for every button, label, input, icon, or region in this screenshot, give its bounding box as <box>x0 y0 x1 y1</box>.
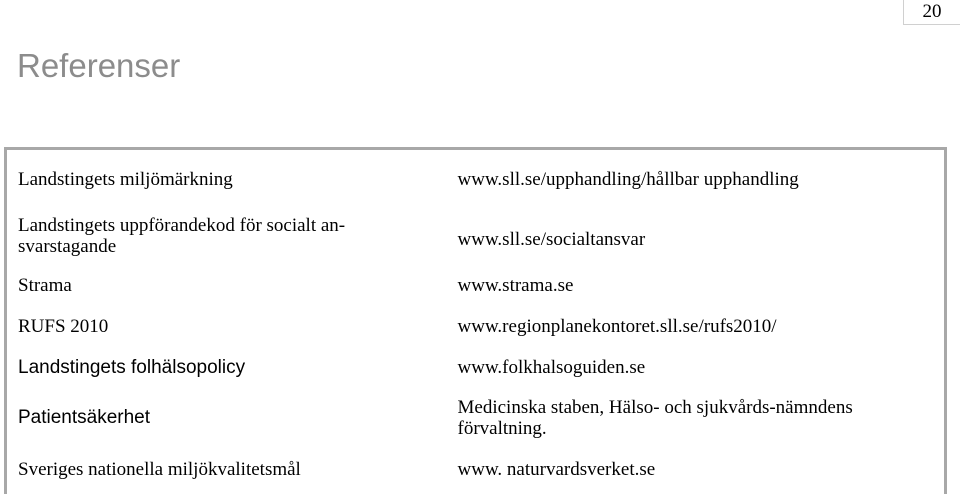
page-number: 20 <box>903 0 960 25</box>
table-row <box>6 264 946 308</box>
reference-link: Medicinska staben, Hälso- och sjukvårds-nämndens förvaltning. <box>457 396 853 439</box>
table-row <box>6 209 946 264</box>
reference-link: www. naturvardsverket.se <box>457 459 656 480</box>
reference-link: www.folkhalsoguiden.se <box>457 357 646 378</box>
reference-name: RUFS 2010 <box>18 316 109 337</box>
reference-link: www.sll.se/upphandling/hållbar upphandling <box>457 168 799 190</box>
reference-name: Sveriges nationella miljökvalitetsmål <box>18 459 301 480</box>
reference-name: Landstingets miljömärkning <box>18 168 233 190</box>
table-row <box>6 149 946 209</box>
reference-link: www.regionplanekontoret.sll.se/rufs2010/ <box>457 316 777 337</box>
references-table <box>4 147 947 494</box>
reference-link: www.sll.se/socialtansvar <box>457 228 646 250</box>
reference-name: Landstingets uppförandekod för socialt an-svarstagande <box>18 215 346 257</box>
reference-link: www.strama.se <box>457 275 574 296</box>
table-row <box>6 390 946 446</box>
reference-name: Patientsäkerhet <box>18 407 151 428</box>
page-title: Referenser <box>17 47 181 84</box>
reference-name: Strama <box>18 275 72 296</box>
table-row <box>6 446 946 494</box>
reference-name: Landstingets folhälsopolicy <box>18 357 246 378</box>
table-row <box>6 308 946 346</box>
table-row <box>6 346 946 390</box>
